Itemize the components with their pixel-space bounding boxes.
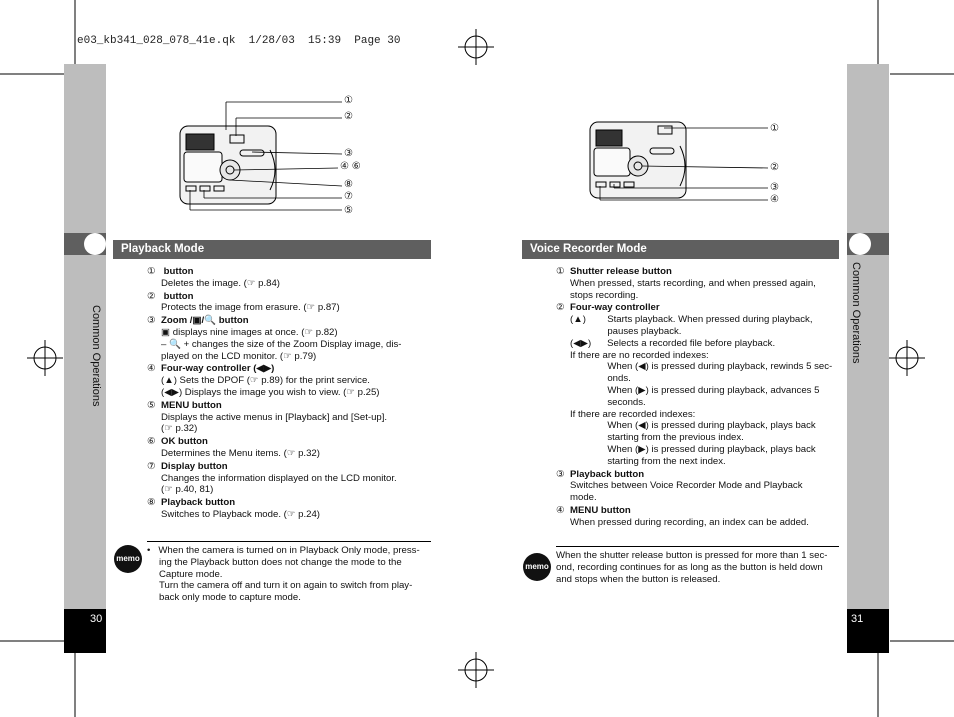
right-callout-2: ② xyxy=(770,162,779,173)
left-callout-5: ⑤ xyxy=(344,205,353,216)
right-item-text: mode. xyxy=(570,492,597,504)
right-item-title: Four-way controller xyxy=(570,302,660,314)
left-item xyxy=(147,497,437,521)
left-memo-label: memo xyxy=(116,554,140,563)
left-item-title: Display button xyxy=(161,460,228,472)
right-memo-icon xyxy=(523,553,551,581)
left-item-text: (▲) Sets the DPOF (☞ p.89) for the print service. xyxy=(161,375,370,387)
left-item-heading xyxy=(147,363,437,375)
right-item xyxy=(556,302,841,467)
left-item-title: Zoom /▣/🔍 button xyxy=(161,315,249,327)
left-item xyxy=(147,266,437,290)
left-item-text: Deletes the image. (☞ p.84) xyxy=(161,277,280,289)
left-item-text: (☞ p.32) xyxy=(161,423,198,435)
right-item-text: When pressed during recording, an index can be added. xyxy=(570,516,809,528)
left-item-number: ⑦ xyxy=(147,460,156,472)
right-item-text: When (▶) is pressed during playback, plays back xyxy=(570,443,816,455)
right-item-text: When (◀) is pressed during playback, rewinds 5 sec- xyxy=(570,361,833,373)
right-item-title: Playback button xyxy=(570,468,645,480)
left-item-heading xyxy=(147,436,437,448)
right-section-header: Voice Recorder Mode xyxy=(522,240,839,259)
left-item-text: ▣ displays nine images at once. (☞ p.82) xyxy=(161,326,338,338)
left-item-heading xyxy=(147,315,437,327)
right-item-text: pauses playback. xyxy=(570,325,682,337)
right-item-list xyxy=(556,266,841,530)
right-item-title: MENU button xyxy=(570,504,631,516)
left-item-number: ③ xyxy=(147,315,156,327)
right-item-number: ④ xyxy=(556,504,565,516)
right-item-text: starting from the previous index. xyxy=(570,432,744,444)
right-item-text: (▲) Starts playback. When pressed during playback, xyxy=(570,314,813,326)
left-item-number: ⑥ xyxy=(147,436,156,448)
right-item-text: onds. xyxy=(570,373,631,385)
left-section-header: Playback Mode xyxy=(113,240,431,259)
left-item-title: OK button xyxy=(161,436,208,448)
right-item-heading xyxy=(556,266,841,278)
left-item-text: Protects the image from erasure. (☞ p.87) xyxy=(161,302,340,314)
left-side-label: Common Operations xyxy=(90,305,102,407)
left-camera-diagram xyxy=(170,90,370,220)
left-item xyxy=(147,315,437,362)
right-memo-text xyxy=(556,550,841,585)
left-memo-line: back only mode to capture mode. xyxy=(159,592,301,604)
right-item-text: starting from the next index. xyxy=(570,455,726,467)
right-item-text: seconds. xyxy=(570,396,646,408)
left-callout-7: ⑦ xyxy=(344,191,353,202)
left-item-text: (◀▶) Displays the image you wish to view. (☞ p.25) xyxy=(161,386,380,398)
right-item-text: stops recording. xyxy=(570,289,639,301)
left-tab-circle xyxy=(84,233,106,255)
left-item-heading xyxy=(147,266,437,278)
left-item xyxy=(147,291,437,315)
left-page-number-box xyxy=(64,609,106,653)
left-item-heading xyxy=(147,497,437,509)
left-memo-line: ing the Playback button does not change the mode to the xyxy=(159,556,402,568)
left-item xyxy=(147,436,437,460)
left-memo-icon xyxy=(114,545,142,573)
right-item-text: Switches between Voice Recorder Mode and Playback xyxy=(570,480,803,492)
left-item-text: played on the LCD monitor. (☞ p.79) xyxy=(161,350,317,362)
right-memo-line: and stops when the button is released. xyxy=(556,573,721,585)
left-item-heading xyxy=(147,400,437,412)
left-callout-8: ⑧ xyxy=(344,179,353,190)
left-callout-2: ② xyxy=(344,111,353,122)
left-item-title: MENU button xyxy=(161,399,222,411)
left-callout-3: ③ xyxy=(344,148,353,159)
right-callout-4: ④ xyxy=(770,194,779,205)
left-item xyxy=(147,461,437,496)
right-item-heading xyxy=(556,302,841,314)
left-item-text: Determines the Menu items. (☞ p.32) xyxy=(161,447,320,459)
left-callout-1: ① xyxy=(344,95,353,106)
left-item-title: button xyxy=(161,290,194,302)
left-item-number: ④ xyxy=(147,363,156,375)
right-item xyxy=(556,266,841,301)
print-slug: e03_kb341_028_078_41e.qk 1/28/03 15:39 Page 30 xyxy=(77,35,401,47)
left-item-title: Four-way controller (◀▶) xyxy=(161,363,275,375)
left-item xyxy=(147,400,437,435)
right-item-number: ② xyxy=(556,302,565,314)
left-memo-line: • When the camera is turned on in Playback Only mode, press- xyxy=(147,545,420,556)
left-item-text: – 🔍 + changes the size of the Zoom Display image, dis- xyxy=(161,338,402,350)
left-callout-4-6: ④ ⑥ xyxy=(340,161,361,172)
left-item-number: ⑧ xyxy=(147,497,156,509)
right-callout-3: ③ xyxy=(770,182,779,193)
right-side-label: Common Operations xyxy=(850,262,862,364)
left-item xyxy=(147,363,437,398)
right-tab-circle xyxy=(849,233,871,255)
right-memo-line: ond, recording continues for as long as the button is held down xyxy=(556,561,823,573)
right-memo-rule xyxy=(556,546,839,547)
left-item-text: Switches to Playback mode. (☞ p.24) xyxy=(161,508,320,520)
left-item-text: Displays the active menus in [Playback] and [Set-up]. xyxy=(161,411,388,423)
left-item-number: ② xyxy=(147,290,156,302)
left-page-number: 30 xyxy=(90,613,103,625)
left-item-list xyxy=(147,266,437,522)
right-item-number: ① xyxy=(556,266,565,277)
left-memo-rule xyxy=(147,541,431,542)
right-item-text: When pressed, starts recording, and when pressed again, xyxy=(570,277,816,289)
right-item xyxy=(556,505,841,529)
left-item-number: ⑤ xyxy=(147,399,156,411)
right-item-heading xyxy=(556,469,841,481)
left-item-title: button xyxy=(161,266,194,277)
left-memo-line: Capture mode. xyxy=(159,568,223,580)
right-item-text: If there are no recorded indexes: xyxy=(570,349,709,361)
right-page-number-box xyxy=(847,609,889,653)
right-item-title: Shutter release button xyxy=(570,266,672,277)
right-memo-label: memo xyxy=(525,562,549,571)
left-item-text: (☞ p.40, 81) xyxy=(161,484,214,496)
left-memo-text xyxy=(147,545,437,604)
left-item-heading xyxy=(147,461,437,473)
right-camera-diagram xyxy=(580,112,780,212)
left-item-title: Playback button xyxy=(161,497,236,509)
right-item xyxy=(556,469,841,504)
right-item-text: If there are recorded indexes: xyxy=(570,408,696,420)
right-item-text: When (◀) is pressed during playback, plays back xyxy=(570,420,816,432)
right-item-heading xyxy=(556,505,841,517)
right-memo-line: When the shutter release button is pressed for more than 1 sec- xyxy=(556,550,828,561)
right-item-text: (◀▶) Selects a recorded file before playback. xyxy=(570,337,776,349)
left-memo-line: Turn the camera off and turn it on again to switch from play- xyxy=(159,580,413,592)
right-page-number: 31 xyxy=(851,613,864,625)
left-item-number: ① xyxy=(147,266,156,277)
right-item-text: When (▶) is pressed during playback, advances 5 xyxy=(570,384,820,396)
left-item-text: Changes the information displayed on the LCD monitor. xyxy=(161,472,397,484)
right-item-number: ③ xyxy=(556,468,565,480)
right-callout-1: ① xyxy=(770,123,779,134)
left-item-heading xyxy=(147,291,437,303)
